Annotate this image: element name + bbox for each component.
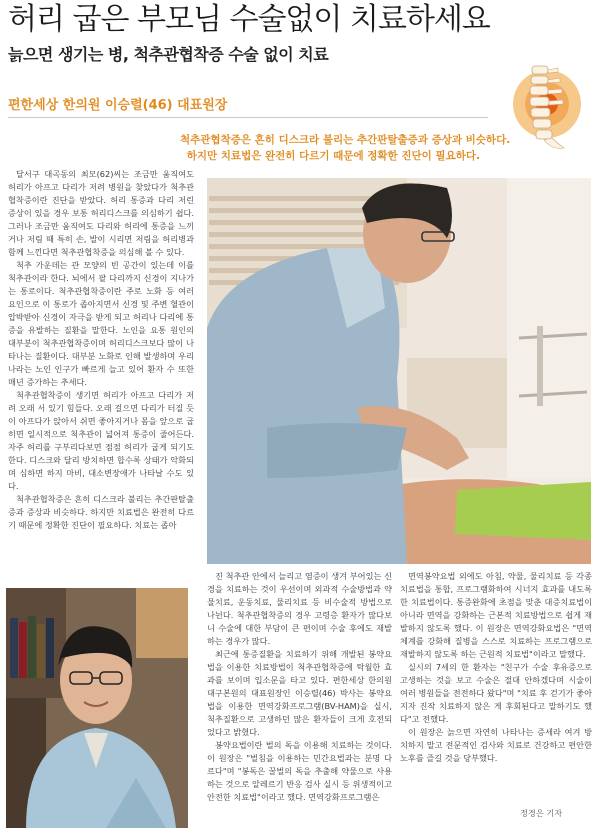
paragraph: 최근에 통증질환을 치료하기 위해 개발된 봉약요법을 이용한 치료방법이 척추관협착증에 탁월한 효과를 보이며 입소문을 타고 있다. 편한세상 한의원 대구본원의 대표원장인 이승렬(46) 박사는 봉약요법을 이용한 면역강화프로그램(BV-HAM)을 실시, 척추질환으로 고생하던 많은 환자들이 크게 호전되었다고 밝혔다. (207, 649, 392, 737)
reporter-credit: 정경은 기자 (520, 808, 563, 818)
pull-quote-line-1: 척추관협착증은 흔히 디스크라 불리는 추간판탈출증과 증상과 비슷하다. (180, 134, 511, 146)
paragraph: 봉약요법이란 벌의 독을 이용해 치료하는 것이다. 이 원장은 "벌침을 이용하는 민간요법과는 분명 다르다"며 "봉독은 꿀벌의 독을 추출해 약물으로 사용하는 것으로 알레르기 반응 검사 실시 등 위생적이고 안전한 치료법"이라고 했다. 면역강화프로그램은 (207, 740, 392, 802)
paragraph: 척추관협착증은 흔히 디스크라 불리는 추간판탈출증과 증상과 비슷하다. 하지만 치료법은 완전히 다르기 때문에 정확한 진단이 필요하다. 치료는 좁아 (8, 494, 194, 530)
paragraph: 실시의 7세의 한 환자는 "친구가 수술 후유증으로 고생하는 것을 보고 수술은 절대 안하겠다며 시술이 여러 병원들을 전전하다 왔다"며 "치료 후 걷기가 좋아지자 진작 치료하지 않은 게 후회된다고 말하기도 했다"고 전했다. (400, 662, 592, 724)
paragraph: 척추관협착증이 생기면 허리가 아프고 다리가 저려 오래 서 있기 힘들다. 오래 걸으면 다리가 터질 듯이 아프다가 앉아서 쉬면 좋아지거나 몸을 앞으로 굽히면 일시적으로 척추관이 넓어져 통증이 줄어든다. 자주 허리를 구부리다보면 점점 허리가 굽게 되기도 한다. 디스크와 달리 방치하면 합수록 상태가 악화되며 심하면 하지 마비, 대소변장애가 나타날 수도 있다. (8, 390, 194, 491)
pull-quote-line-2: 하지만 치료법은 완전히 다르기 때문에 정확한 진단이 필요하다. (186, 150, 480, 162)
headline: 허리 굽은 부모님 수술없이 치료하세요 (8, 2, 490, 37)
paragraph: 진 척추관 안에서 늘리고 염증이 생겨 부어있는 신경을 치료하는 것이 우선이며 외과적 수술방법과 약물치료, 운동치료, 물리치료 등 비수술적 방법으로 나뉜다. 척추관협착증의 경우 고령층 환자가 많다보니 수술에 대한 부담이 큰 편이며 수술 후에도 재발하는 경우가 많다. (207, 571, 392, 646)
paragraph: 이 원장은 늙으면 자연히 나타나는 증세라 여겨 방치하지 말고 전문적인 검사와 치료로 건강하고 편안한 노후를 즐길 것을 당부했다. (400, 727, 592, 763)
pull-quote (180, 132, 511, 164)
byline-divider (8, 117, 488, 118)
paragraph: 달서구 대곡동의 최모(62)씨는 조금만 움직여도 허리가 아프고 다리가 저려 병원을 찾았다가 척추관협착증이란 진단을 받았다. 허리 통증과 다리 저린 증상이 있을 경우 보통 허리디스크를 의심하기 쉽다. 그러나 조금만 움직여도 다리와 허리에 통증을 느끼거나 저림 때 특히 손, 발이 시리면 저림을 허리병과 함께 느낀다면 척추관협착증을 의심해 볼 수 있다. (8, 169, 194, 257)
article-column-3 (400, 570, 592, 832)
doctor-portrait (6, 588, 188, 828)
paragraph: 면역봉약요법 외에도 아침, 약물, 물리치료 등 각종 치료법을 통합, 프로그램화하여 시너지 효과를 내도록 한 치료법이다. 통증완화에 초점을 맞춘 대증치료법이 아니라 면역을 강화하는 근본적 치료방법으로 쉽게 재발하지 않도록 했다. 이 원장은 면역강화요법은 "면역체계를 강화해 질병을 스스로 치료하는 프로그램으로 재발하지 않도록 하는 근원적 치료법"이라고 말했다. (400, 571, 592, 659)
article-column-1 (8, 168, 194, 576)
subheadline: 늙으면 생기는 병, 척추관협착증 수술 없이 치료 (8, 45, 329, 64)
article-column-2 (207, 570, 392, 832)
byline: 편한세상 한의원 이승렬(46) 대표원장 (8, 98, 228, 113)
treatment-photo (207, 178, 591, 564)
paragraph: 척추 가운데는 관 모양의 빈 공간이 있는데 이를 척추관이라 한다. 뇌에서 팔 다리까지 신경이 지나가는 통로이다. 척추관협착증이란 주로 노화 등 여러 요인으로 이 통로가 좁아지면서 신경 및 주변 혈관이 압박받아 신경이 자극을 받게 되고 허리나 다리에 통증을 유발하는 질환을 말한다. 노인을 요통 원인의 대부분이 척추관협착증이며 허리디스크보다 많이 나타나는 질환이다. 대부분 노화로 인해 발생하며 우리나라는 노인 인구가 빠르게 늘고 있어 환자 수 또한 매년 증가하는 추세다. (8, 260, 194, 387)
